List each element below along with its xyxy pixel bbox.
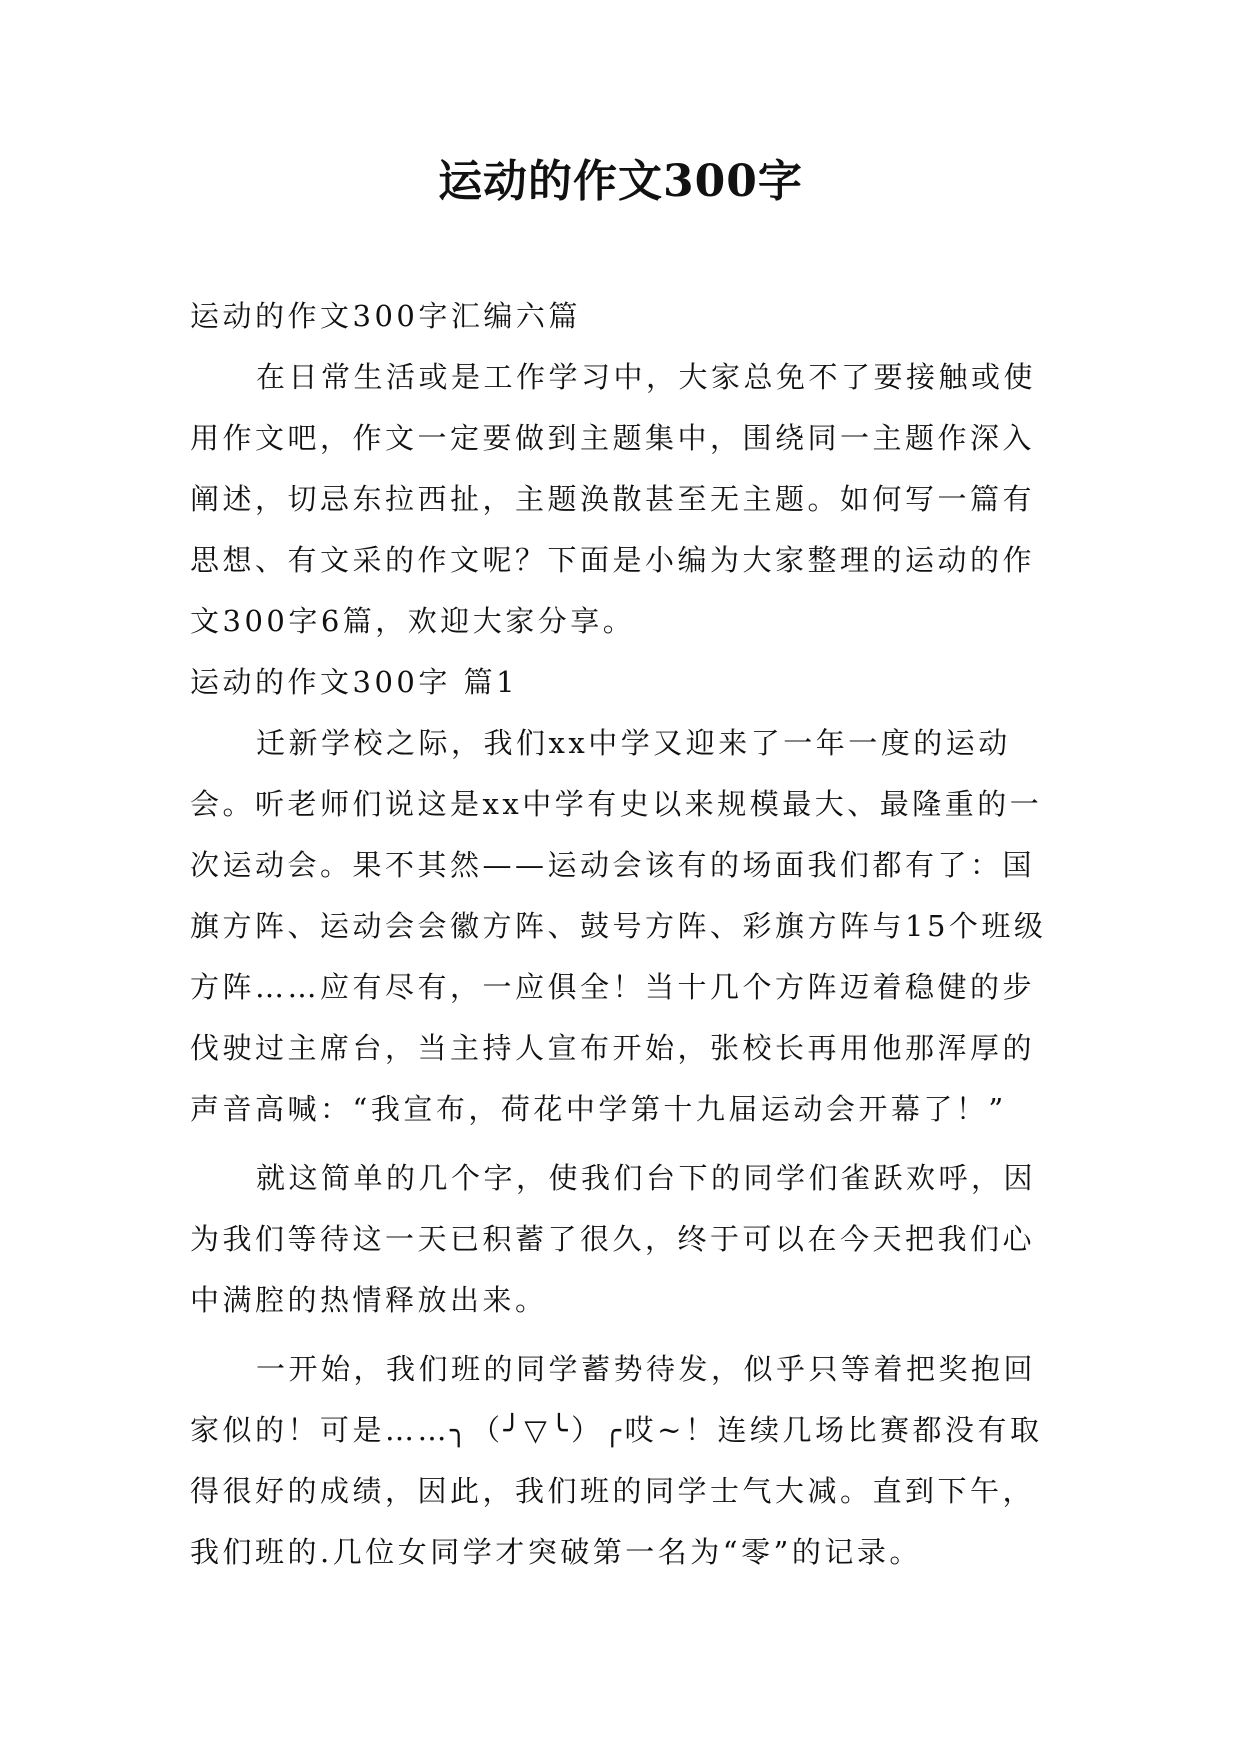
- section-heading: 运动的作文300字 篇1: [190, 665, 519, 699]
- document-subtitle: 运动的作文300字汇编六篇: [190, 299, 581, 333]
- body-paragraph: 就这简单的几个字，使我们台下的同学们雀跃欢呼，因为我们等待这一天已积蓄了很久，终于可以在今天把我们心中满腔的热情释放出来。: [190, 1161, 1037, 1317]
- body-paragraph: 迁新学校之际，我们xx中学又迎来了一年一度的运动会。听老师们说这是xx中学有史以来规模最大、最隆重的一次运动会。果不其然——运动会该有的场面我们都有了：国旗方阵、运动会会徽方阵、鼓号方阵、彩旗方阵与15个班级方阵……应有尽有，一应俱全！当十几个方阵迈着稳健的步伐驶过主席台，当主持人宣布开始，张校长再用他那浑厚的声音高喊：“我宣布，荷花中学第十九届运动会开幕了！”: [190, 726, 1047, 1126]
- document-body: [190, 286, 1048, 1583]
- intro-paragraph: 在日常生活或是工作学习中，大家总免不了要接触或使用作文吧，作文一定要做到主题集中，围绕同一主题作深入阐述，切忌东拉西扯，主题涣散甚至无主题。如何写一篇有思想、有文采的作文呢？下面是小编为大家整理的运动的作文300字6篇，欢迎大家分享。: [190, 360, 1037, 638]
- document-title: 运动的作文300字: [438, 156, 803, 207]
- body-paragraph: 一开始，我们班的同学蓄势待发，似乎只等着把奖抱回家似的！可是……╮（╯▽╰）╭哎~！连续几场比赛都没有取得很好的成绩，因此，我们班的同学士气大减。直到下午，我们班的.几位女同学才突破第一名为“零”的记录。: [190, 1352, 1043, 1569]
